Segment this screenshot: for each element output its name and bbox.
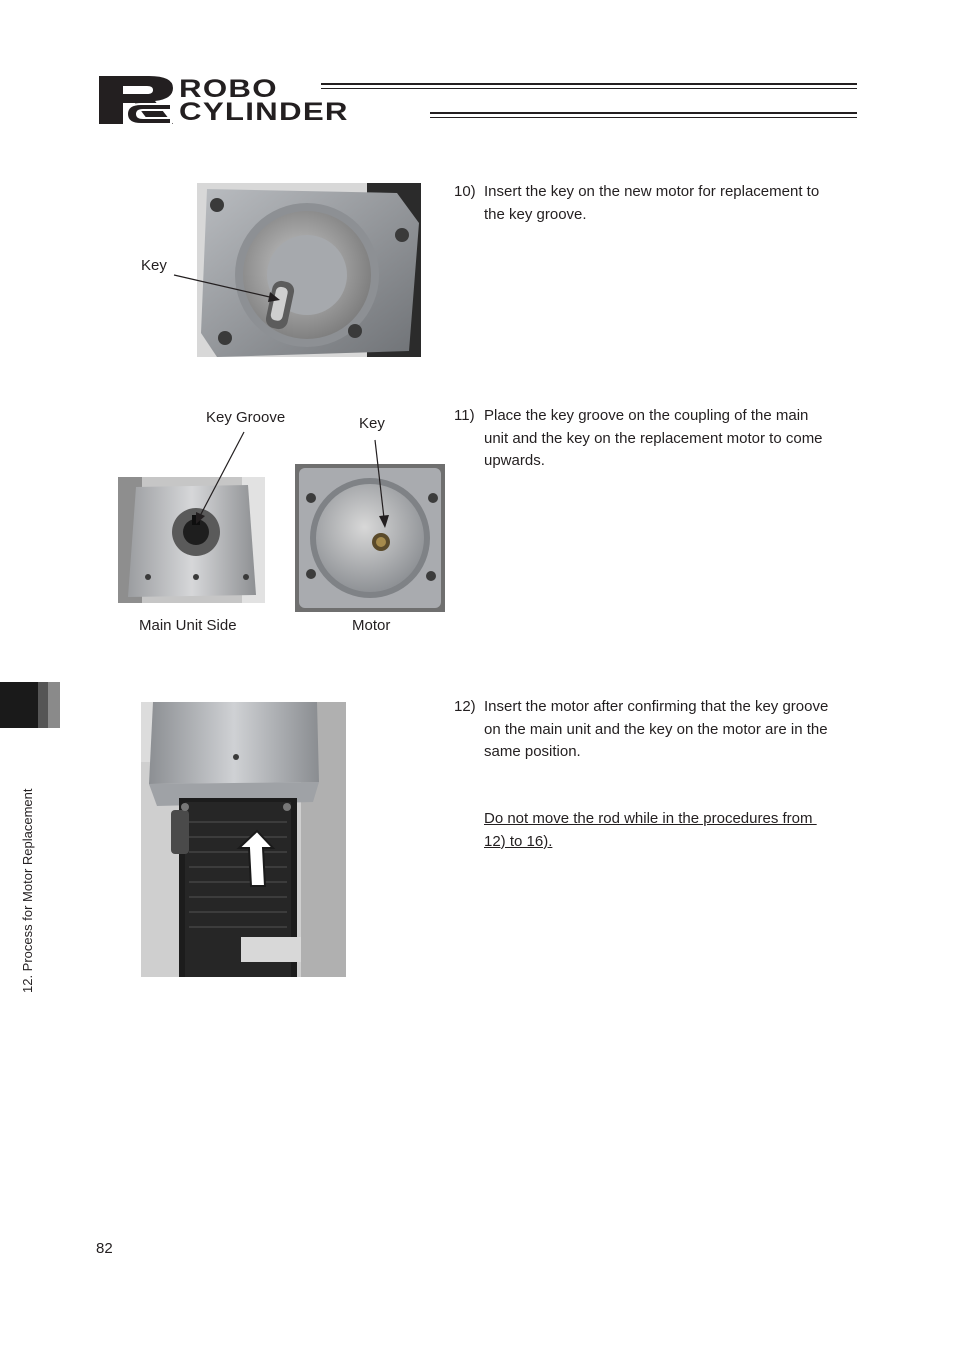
step-line: Insert the motor after confirming that the key groove: [484, 698, 829, 715]
step-number: 10): [454, 183, 476, 200]
step-line: unit and the key on the replacement motor to come: [484, 429, 823, 447]
step-line: same position.: [484, 743, 581, 760]
figure2-key-label: Key: [359, 415, 385, 432]
header-rule-top-1: [321, 83, 857, 85]
figure1-key-pointer-arrow: [170, 265, 290, 310]
step-number: 11): [454, 407, 475, 424]
step-line: on the main unit and the key on the motor are in the: [484, 720, 828, 738]
page-number: 82: [96, 1240, 113, 1257]
logo-text-robo: ROBO: [179, 75, 278, 103]
rc-logo-mark-icon: [97, 74, 175, 126]
logo-text-cylinder: CYLINDER: [179, 98, 349, 126]
step-11: [454, 405, 874, 473]
figure2-key-groove-label: Key Groove: [206, 409, 286, 426]
chapter-label: 12. Process for Motor Replacement: [20, 788, 35, 993]
figure2-key-pointer-arrow: [365, 436, 395, 532]
step-line: the key groove.: [484, 205, 587, 223]
caution-note-line: 12) to 16).: [484, 832, 553, 850]
header-rule-bottom-1: [430, 112, 857, 114]
chapter-tab-light: [48, 682, 60, 728]
step-number: 12): [454, 698, 476, 715]
figure2-main-unit-caption: Main Unit Side: [139, 617, 237, 634]
figure2-motor-caption: Motor: [352, 617, 391, 634]
step-line: Place the key groove on the coupling of the main: [484, 407, 809, 424]
step-line: Insert the key on the new motor for replacement to: [484, 183, 820, 200]
figure1-key-label: Key: [141, 257, 167, 274]
caution-note-line: Do not move the rod while in the procedures from: [484, 810, 817, 827]
chapter-tab-dark: [0, 682, 38, 728]
step-12: [454, 696, 874, 856]
figure2-key-groove-pointer-arrow: [188, 428, 250, 528]
step-10: [454, 181, 874, 227]
photo-insert-motor: [141, 702, 346, 977]
chapter-tab-mid: [38, 682, 48, 728]
header-rule-bottom-2: [430, 117, 857, 118]
logo: [97, 74, 857, 126]
step-line: upwards.: [484, 452, 545, 469]
header-rule-top-2: [321, 88, 857, 89]
